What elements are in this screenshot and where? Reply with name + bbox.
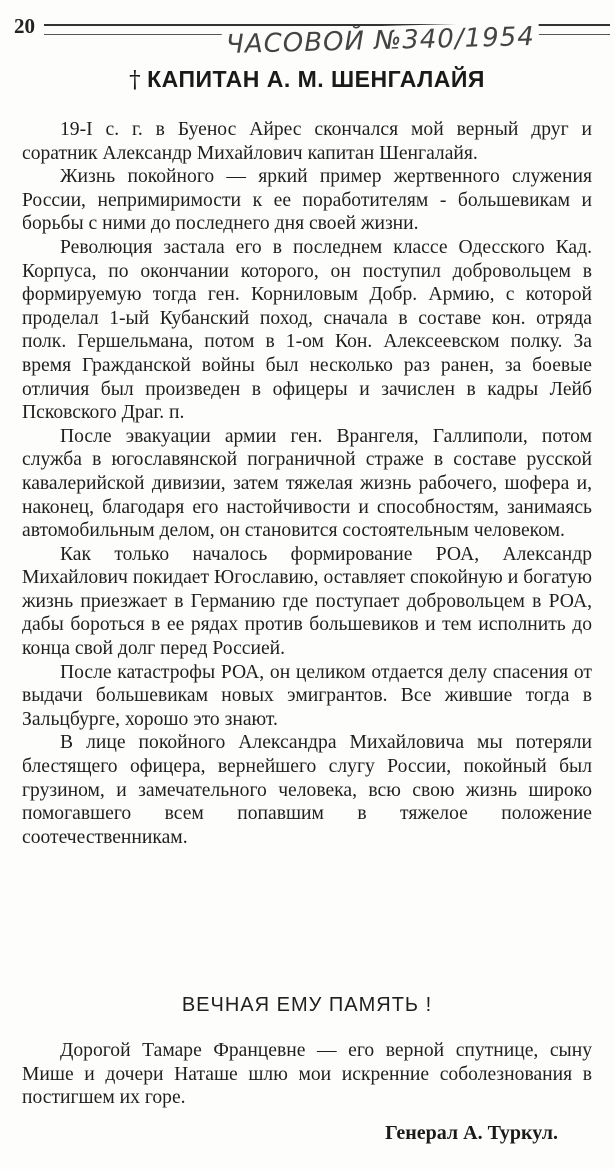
condolence-paragraph: Дорогой Тамаре Францевне — его верной спутнице, сыну Мише и дочери Наташе шлю мои искренние соболезнования в постигшем их горе. bbox=[22, 1040, 592, 1109]
obituary-body bbox=[22, 118, 592, 849]
archive-handwritten-note: ЧАСОВОЙ №340/1954 bbox=[222, 22, 540, 60]
eternal-memory-line: ВЕЧНАЯ ЕМУ ПАМЯТЬ ! bbox=[181, 994, 433, 1016]
paragraph-3: Революция застала его в последнем классе Одесского Кад. Корпуса, по окончании которого, он поступил добровольцем в формируемую тогда ген. Корниловым Добр. Армию, с которой проделал 1-ый Кубанский поход, сначала в составе кон. отряда полк. Гершельмана, потом в 1-ом Кон. Алексеевском полку. За время Гражданской войны был несколько раз ранен, за боевые отличия был произведен в офицеры и зачислен в кадры Лейб Псковского Драг. п. bbox=[22, 236, 592, 424]
paragraph-5: Как только началось формирование РОА, Александр Михайлович покидает Югославию, оставляет спокойную и богатую жизнь приезжает в Германию где поступает добровольцем в РОА, дабы бороться в ее рядах против большевиков и тем исполнить до конца свой долг перед Россией. bbox=[22, 543, 592, 660]
paragraph-6: После катастрофы РОА, он целиком отдается делу спасения от выдачи большевикам новых эмигрантов. Все жившие тогда в Зальцбурге, хорошо это знают. bbox=[22, 661, 592, 730]
paragraph-1: 19-I с. г. в Буенос Айрес скончался мой верный друг и соратник Александр Михайлович капитан Шенгалайя. bbox=[22, 119, 592, 164]
obituary-title bbox=[0, 66, 614, 93]
paragraph-4: После эвакуации армии ген. Врангеля, Галлиполи, потом служба в югославянской пограничной страже в составе русской кавалерийской дивизии, затем тяжелая жизнь рабочего, шофера и, наконец, благодаря его настойчивости и способностям, занимаясь автомобильным делом, он становится состоятельным человеком. bbox=[22, 425, 592, 542]
paragraph-7: В лице покойного Александра Михайловича мы потеряли блестящего офицера, вернейшего слугу России, покойный был грузином, и замечательного человека, всю свою жизнь широко помогавшего всем попавшим в тяжелое положение соотечественникам. bbox=[22, 732, 592, 848]
page-number: 20 bbox=[14, 14, 35, 38]
obituary-title-text: КАПИТАН А. М. ШЕНГАЛАЙЯ bbox=[147, 66, 485, 92]
paragraph-2: Жизнь покойного — яркий пример жертвенного служения России, непримиримости к ее поработителям - большевикам и борьбы с ними до последнего дня своей жизни. bbox=[22, 166, 592, 235]
memorial-cross-icon: † bbox=[129, 67, 142, 93]
signature: Генерал А. Туркул. bbox=[385, 1122, 558, 1144]
condolence-block bbox=[22, 1039, 592, 1110]
